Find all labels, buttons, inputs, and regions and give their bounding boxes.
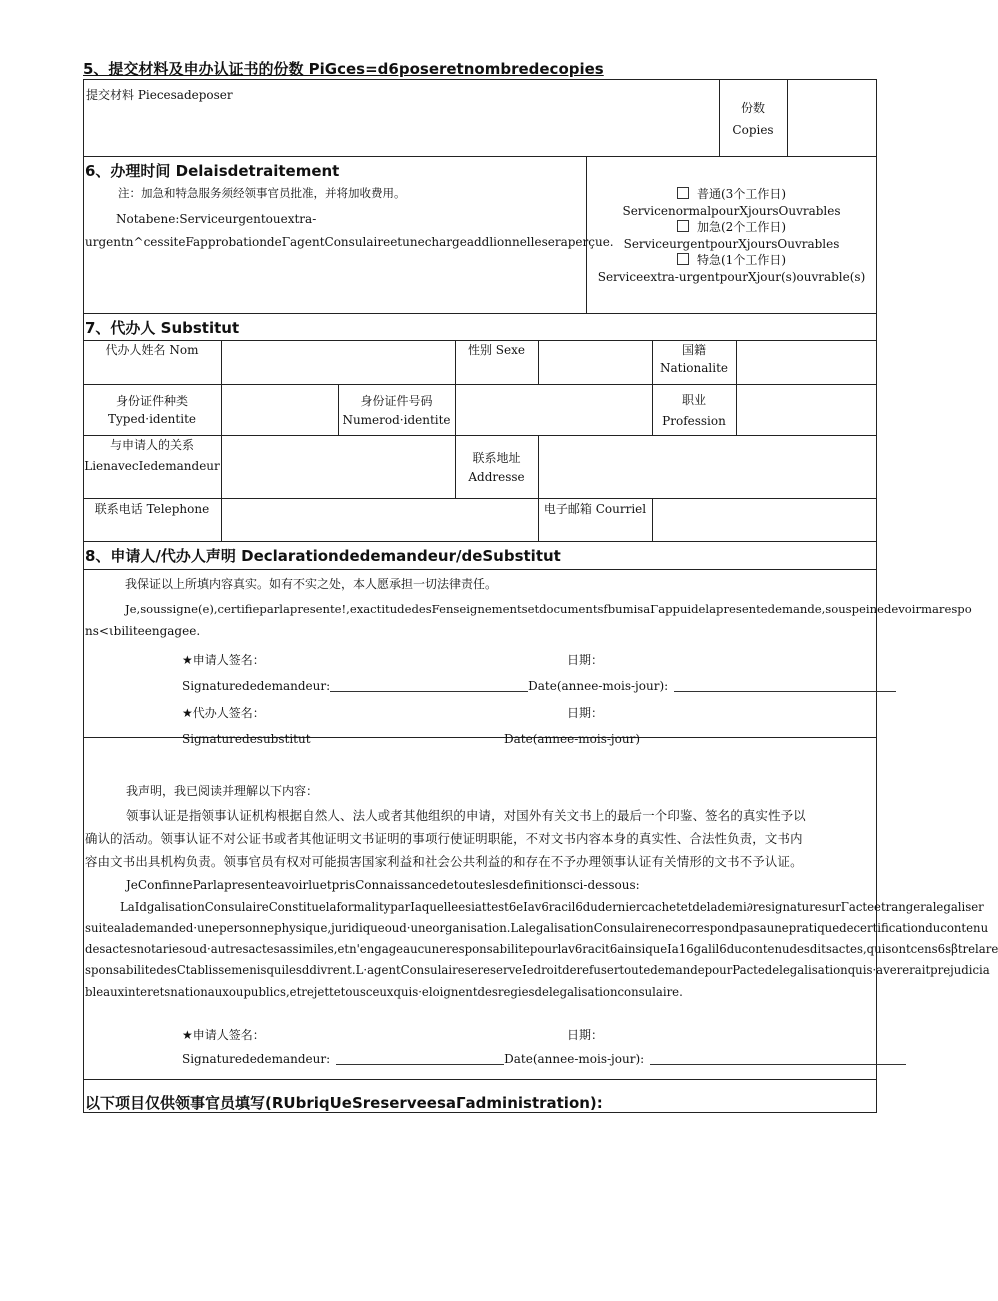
address-label-zh: 联系地址 — [472, 451, 521, 465]
pledge-fr-1: Je,soussigne(e),certifieparlapresente!,exactitudedesFenseignementsetdocumentsfbumisaΓappuidelapresentedemande,souspeinedevoirmarespo — [125, 602, 972, 616]
substitute-signature-fr: Signaturedesubstitut — [182, 732, 311, 746]
profession-label-zh: 职业 — [681, 393, 706, 407]
nationality-label-zh: 国籍 — [681, 343, 706, 357]
id-number-label-zh: 身份证件号码 — [360, 394, 433, 408]
declaration-body-fr-4: sponsabilitedesCtablissemenisquilesddivrent.L·agentConsulairesereserveIedroitderefusertoutedemandepourPactedelegalisationquis·avereraitprejudicia — [85, 963, 990, 977]
applicant-signature-zh: ★申请人签名： — [182, 653, 265, 667]
substitute-date-label-zh: 日期： — [567, 706, 604, 720]
option-extra-urgent-checkbox[interactable] — [677, 253, 689, 265]
id-number-label-fr: Numerod·identite — [342, 413, 451, 427]
substitute-signature-clipped-row — [180, 728, 870, 746]
id-type-field[interactable] — [222, 385, 337, 434]
substitute-signature-zh: ★代办人签名： — [182, 706, 265, 720]
option-extra-urgent-zh[interactable]: 特急(1个工作日) — [586, 251, 877, 270]
phone-field[interactable] — [222, 499, 537, 540]
section6-note-fr-2: urgentn^cessiteFapprobationdeΓagentConsulaireetunechargeaddlionnelleseraperçue. — [85, 235, 614, 249]
substitute-date-fr: Date(annee-mois-jour) — [504, 732, 640, 746]
declaration-body-fr-3: desactesnotariesoud·autresactesassimiles,etn'engageaucuneresponsabilitepourlav6racit6ainsiqueIa16galil6ducontenudesditsactes,quisontcens6sβtrelare — [85, 942, 998, 956]
applicant-signature-line[interactable] — [182, 677, 896, 696]
declaration-body-fr-2: suitealademanded·unepersonnephysique,juridiqueoud·uneorganisation.LalegalisationConsulairenecorrespondpasaunepratiquedecertificationducontenu — [85, 921, 989, 935]
section7-title: 7、代办人 Substitut — [85, 319, 240, 337]
date-label-zh: 日期： — [567, 653, 604, 667]
declaration-body-fr-5: bleauxinteretsnationauxoupublics,etrejettetousceuxquis·eloignentdesregiesdelegalisationconsulaire. — [85, 985, 683, 999]
nationality-label-fr: Nationalite — [659, 361, 729, 375]
phone-label: 联系电话 Telephone — [94, 502, 210, 516]
option-urgent-checkbox[interactable] — [677, 220, 689, 232]
pledge-fr-2: ns<ιbiliteengagee. — [85, 624, 201, 638]
pledge-zh: 我保证以上所填内容真实。如有不实之处，本人愿承担一切法律责任。 — [125, 577, 498, 591]
relation-field[interactable] — [222, 436, 454, 497]
email-label: 电子邮箱 Courriel — [543, 502, 647, 516]
declaration-body-zh-1: 领事认证是指领事认证机构根据自然人、法人或者其他组织的申请，对国外有关文书上的最后一个印鉴、签名的真实性予以 — [126, 808, 806, 823]
declaration-applicant-signature-zh: ★申请人签名： — [182, 1028, 265, 1042]
sex-label: 性别 Sexe — [467, 343, 525, 357]
declaration-intro-zh: 我声明，我已阅读并理解以下内容： — [126, 784, 319, 798]
declaration-body-fr-1: LaIdgalisationConsulaireConstituelaformalityparIaquelleesiattest6eIav6racil6duderniercachetetdelademi∂resignaturesurΓacteetrangeralegaliser — [120, 900, 984, 914]
relation-label-zh: 与申请人的关系 — [109, 438, 194, 452]
option-normal-checkbox[interactable] — [677, 187, 689, 199]
declaration-date-fr: Date(annee-mois-jour): — [504, 1052, 645, 1066]
substitute-name-field[interactable] — [222, 341, 454, 383]
materials-label: 提交材料 Piecesadeposer — [86, 88, 233, 102]
copies-label-fr: Copies — [732, 123, 774, 137]
section5-title: 5、提交材料及申办认证书的份数 PiGces=d6poseretnombredecopies — [83, 60, 604, 78]
section6-title: 6、办理时间 Delaisdetraitement — [85, 162, 340, 180]
sex-field[interactable] — [539, 341, 651, 383]
profession-field[interactable] — [737, 385, 876, 434]
date-label-fr: Date(annee-mois-jour): — [528, 679, 669, 693]
official-use-title: 以下项目仅供领事官员填写(RUbriqUeSreserveesaΓadministration): — [85, 1094, 603, 1112]
declaration-body-zh-2: 确认的活动。领事认证不对公证书或者其他证明文书证明的事项行使证明职能，不对文书内容本身的真实性、合法性负责，文书内 — [85, 831, 803, 846]
declaration-intro-fr: JeConfinneParlapresenteavoirluetprisConnaissancedetouteslesdefinitionsci-dessous: — [126, 878, 640, 892]
option-extra-urgent-fr: Serviceextra-urgentpourXjour(s)ouvrable(s) — [597, 270, 866, 284]
section6-note-fr-1: Notabene:Serviceurgentouextra- — [116, 212, 317, 226]
declaration-body-zh-3: 容由文书出具机构负责。领事官员有权对可能损害国家利益和社会公共利益的和存在不予办理领事认证有关情形的文书不予认证。 — [85, 854, 803, 869]
applicant-date-blank[interactable] — [674, 679, 896, 692]
copies-label-zh: 份数 — [740, 101, 765, 115]
declaration-date-blank[interactable] — [650, 1052, 906, 1065]
nationality-field[interactable] — [737, 341, 876, 383]
declaration-signature-fr: Signaturededemandeur: — [182, 1052, 331, 1066]
applicant-signature-fr: Signaturededemandeur: — [182, 679, 331, 693]
relation-label-fr: LienavecIedemandeur — [84, 459, 220, 473]
option-normal-fr: ServicenormalpourXjoursOuvrables — [622, 204, 841, 218]
section8-title: 8、申请人/代办人声明 Declarationdedemandeur/deSubstitut — [85, 547, 561, 565]
option-urgent-fr: ServiceurgentpourXjoursOuvrables — [623, 237, 840, 251]
applicant-signature-blank[interactable] — [330, 679, 528, 692]
declaration-date-label-zh: 日期： — [567, 1028, 604, 1042]
substitute-name-label: 代办人姓名 Nom — [105, 343, 199, 357]
address-field[interactable] — [539, 436, 876, 497]
declaration-signature-line[interactable] — [182, 1050, 906, 1069]
section6-note-zh: 注：加急和特急服务须经领事官员批准，并将加收费用。 — [118, 186, 406, 200]
profession-label-fr: Profession — [662, 414, 726, 428]
id-number-field[interactable] — [456, 385, 651, 434]
address-label-fr: Addresse — [468, 470, 525, 484]
option-urgent-zh[interactable]: 加急(2个工作日) — [586, 218, 877, 237]
id-type-label-zh: 身份证件种类 — [115, 394, 188, 408]
declaration-signature-blank[interactable] — [336, 1052, 504, 1065]
option-normal-zh[interactable]: 普通(3个工作日) — [586, 185, 877, 204]
email-field[interactable] — [653, 499, 876, 540]
id-type-label-fr: Typed·identite — [108, 412, 196, 426]
